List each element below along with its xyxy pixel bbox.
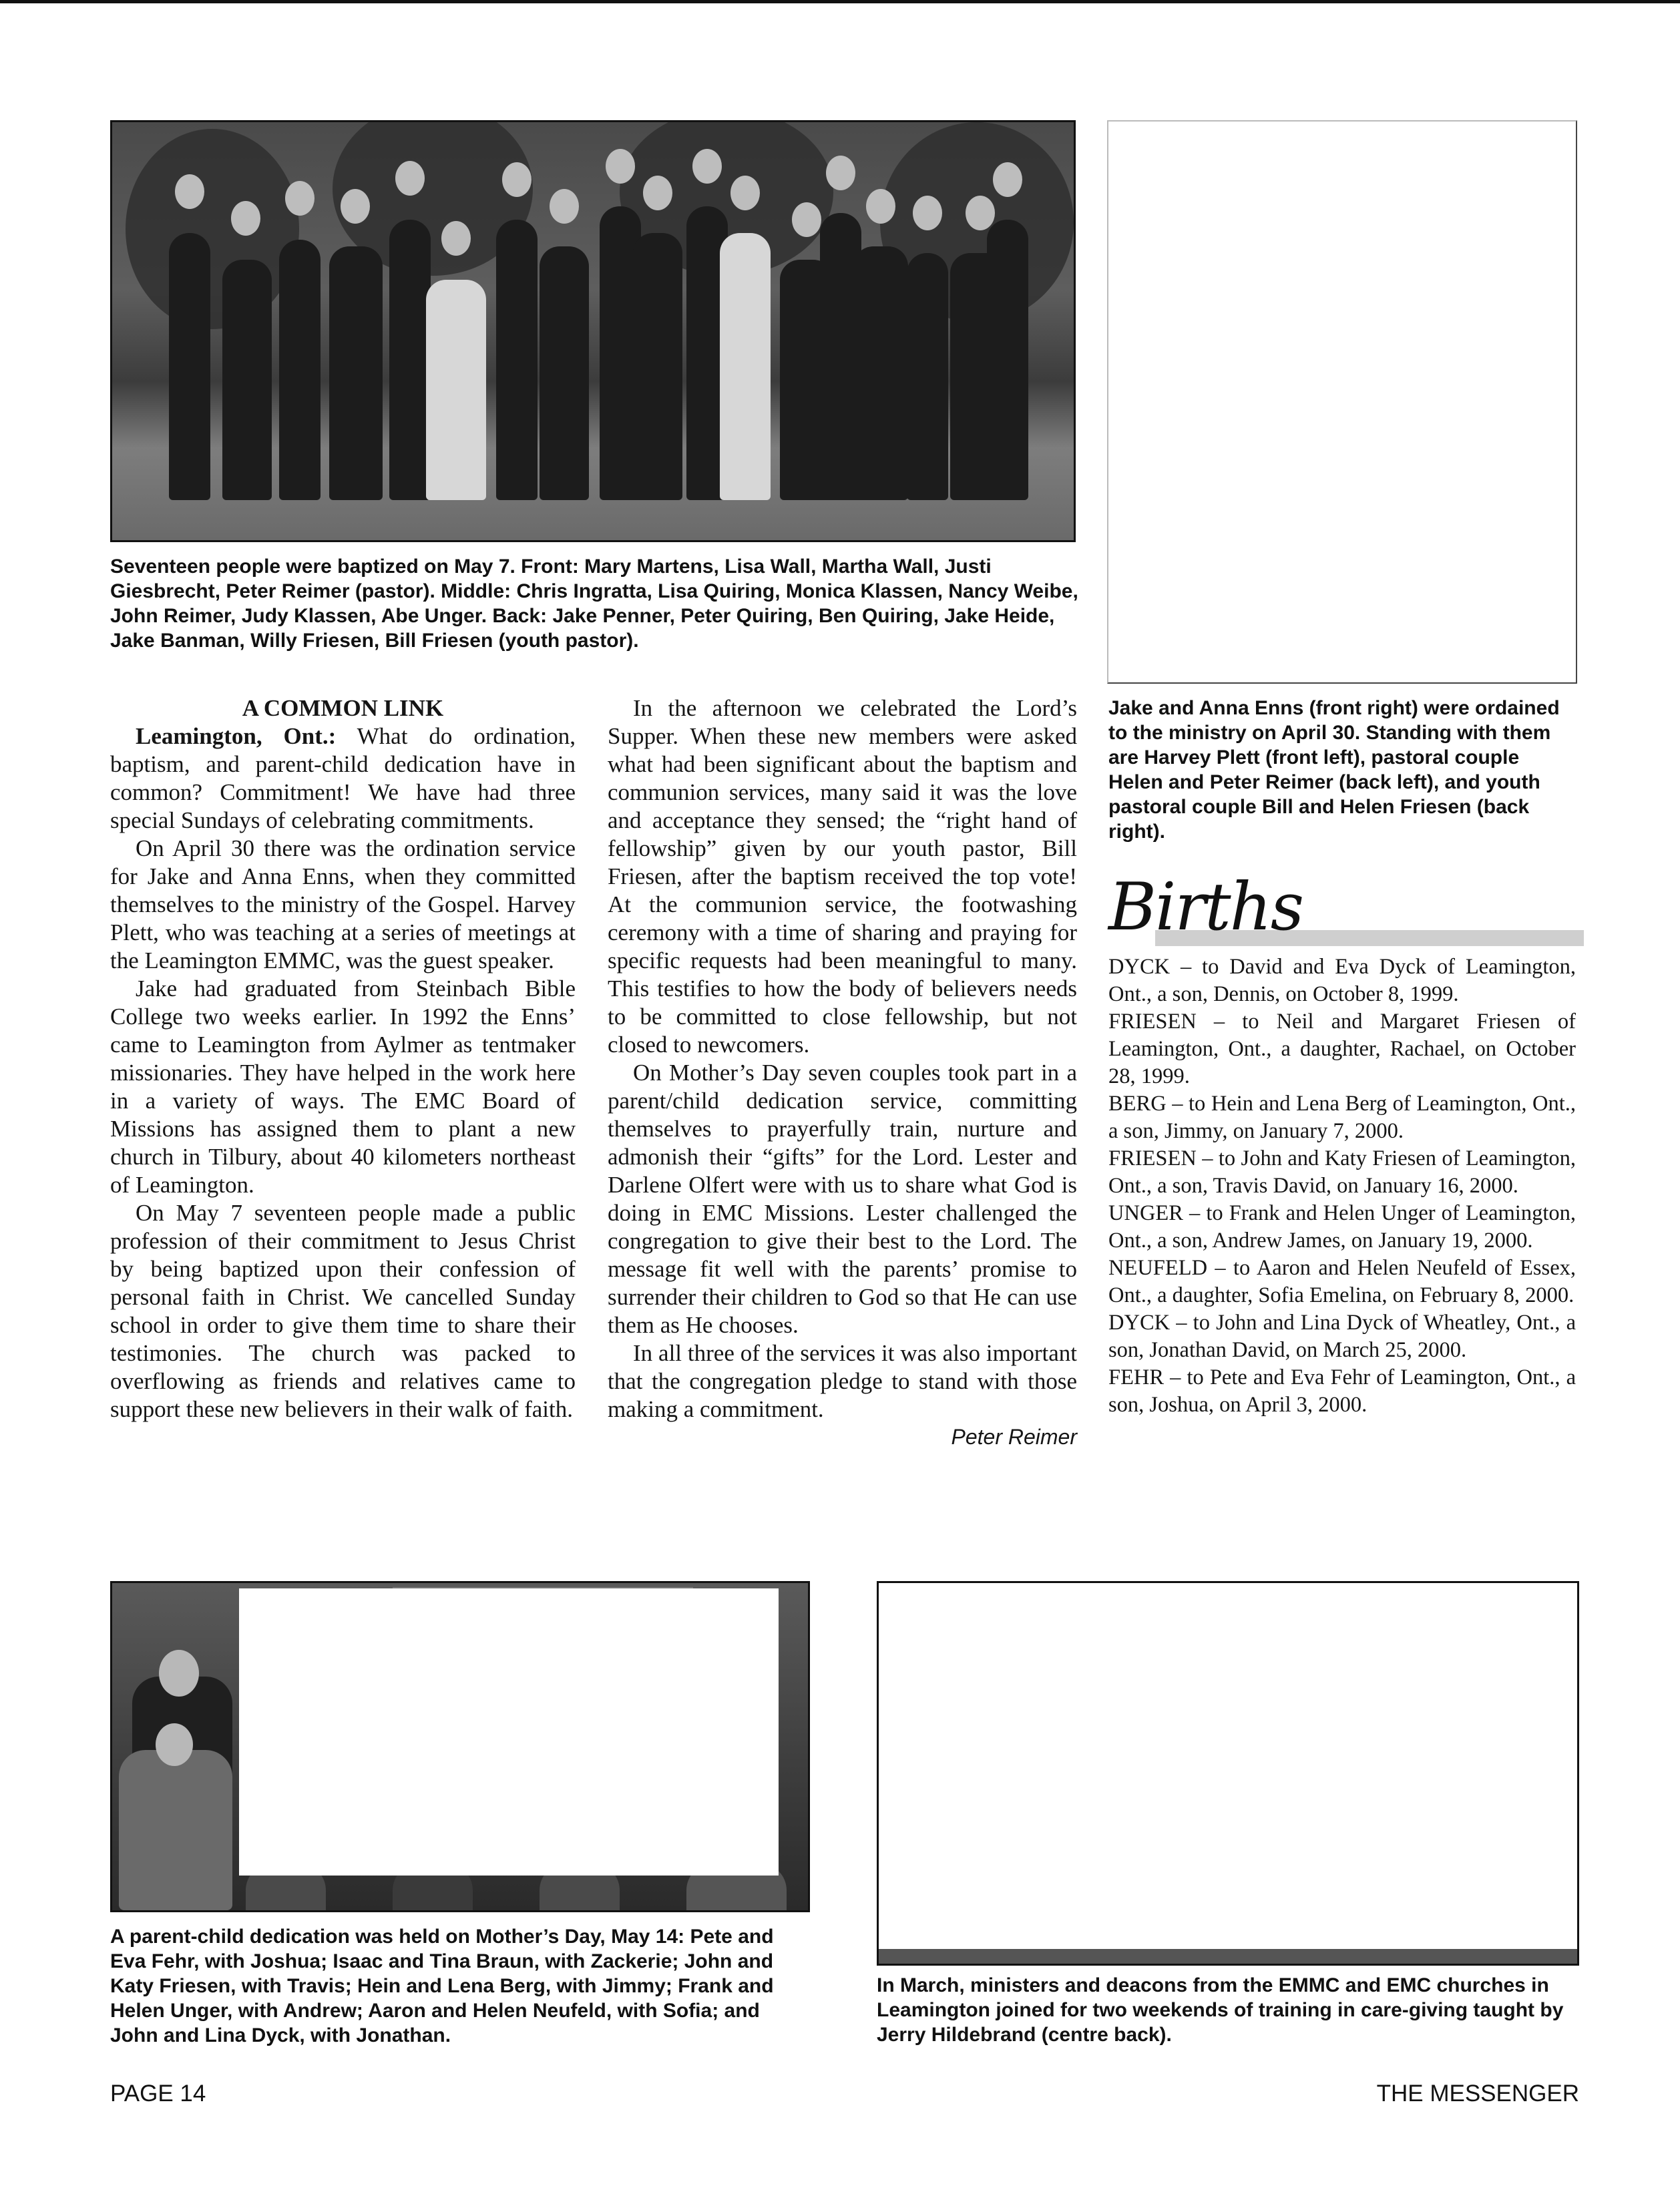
photo-person: [222, 260, 272, 500]
photo-person-head: [156, 1723, 193, 1766]
training-photo-caption: In March, ministers and deacons from the EMMC and EMC churches in Leamington joined for two weekends of training in care-giving taught by Jerry Hildebrand (centre back).: [877, 1974, 1564, 2046]
article-column-1: [110, 694, 576, 1423]
training-photo: [877, 1581, 1579, 1966]
photo-person-head: [692, 149, 722, 184]
photo-person-head: [966, 196, 995, 230]
birth-entry: BERG – to Hein and Lena Berg of Leamington, Ont., a son, Jimmy, on January 7, 2000.: [1108, 1092, 1576, 1143]
photo-person-head: [606, 149, 635, 184]
article-byline: Peter Reimer: [951, 1425, 1077, 1449]
photo-person-head: [550, 189, 579, 224]
photo-person: [389, 220, 431, 500]
article-paragraph: In the afternoon we celebrated the Lord’s Supper. When these new members were asked what had been significant about the baptism and communion services, many said it was the love and acceptance they sensed; the “right hand of fellowship” given by our youth pastor, Bill Friesen, after the baptism received the top vote! At the communion service, the footwashing ceremony with a time of sharing and praying for specific requests had been meaningful to many. This testifies to how the body of believers needs to be committed to close fellowship, but not closed to newcomers.: [608, 695, 1077, 1058]
births-title: Births: [1108, 869, 1303, 945]
article-dateline: Leamington, Ont.:: [136, 723, 337, 749]
photo-person: [496, 220, 538, 500]
ordination-photo-caption: Jake and Anna Enns (front right) were ordained to the ministry on April 30. Standing with them are Harvey Plett (front left), pastoral couple Helen and Peter Reimer (back left), and youth pastoral couple Bill and Helen Friesen (back right).: [1108, 697, 1560, 843]
article-paragraph: Jake had graduated from Steinbach Bible College two weeks earlier. In 1992 the Enns’ came to Leamington from Aylmer as tentmaker missionaries. They have helped in the work here in a variety of ways. The EMC Board of Missions has assigned them to plant a new church in Tilbury, about 40 kilometers northeast of Leamington.: [110, 975, 576, 1198]
article-headline: A COMMON LINK: [242, 695, 444, 721]
baptism-photo-caption: Seventeen people were baptized on May 7. Front: Mary Martens, Lisa Wall, Martha Wall, Justi Giesbrecht, Peter Reimer (pastor). Middle: Chris Ingratta, Lisa Quiring, Monica Klassen, Nancy Weibe, John Reimer, Judy Klassen, Abe Unger. Back: Jake Penner, Peter Quiring, Ben Quiring, Jake Heide, Jake Banman, Willy Friesen, Bill Friesen (youth pastor).: [110, 556, 1078, 652]
article-paragraph: In all three of the services it was also important that the congregation pledge to stand with those making a commitment.: [608, 1340, 1077, 1422]
page-number: PAGE 14: [110, 2080, 206, 2107]
photo-person: [169, 233, 210, 500]
photo-person: [987, 220, 1028, 500]
article-paragraph: On Mother’s Day seven couples took part in a parent/child dedication service, committing themselves to prayerfully train, nurture and admonish their “gifts” for the Lord. Lester and Darlene Olfert were with us to share what God is doing in EMC Missions. Lester challenged the congregation to give their best to the Lord. The message fit well with the parents’ promise to surrender their children to God so that He can use them as He chooses.: [608, 1060, 1077, 1338]
birth-entry: UNGER – to Frank and Helen Unger of Leamington, Ont., a son, Andrew James, on January 19, 2000.: [1108, 1201, 1576, 1253]
photo-person-head: [730, 176, 760, 210]
training-photo-strip: [879, 1949, 1577, 1964]
dedication-photo: [110, 1581, 810, 1912]
dedication-photo-blank-area: [239, 1588, 779, 1876]
birth-entry: FRIESEN – to John and Katy Friesen of Leamington, Ont., a son, Travis David, on January 16, 2000.: [1108, 1146, 1576, 1198]
article-column-2: [608, 694, 1077, 1450]
photo-foliage: [126, 129, 299, 329]
birth-entry: NEUFELD – to Aaron and Helen Neufeld of Essex, Ont., a daughter, Sofia Emelina, on February 8, 2000.: [1108, 1256, 1576, 1307]
photo-person-head: [913, 196, 942, 230]
birth-entry: DYCK – to John and Lina Dyck of Wheatley, Ont., a son, Jonathan David, on March 25, 2000.: [1108, 1311, 1576, 1362]
dedication-photo-caption: A parent-child dedication was held on Mother’s Day, May 14: Pete and Eva Fehr, with Joshua; Isaac and Tina Braun, with Zackerie; John and Katy Friesen, with Travis; Hein and Lena Berg, with Jimmy; Frank and Helen Unger, with Andrew; Aaron and Helen Neufeld, with Sofia; and John and Lina Dyck, with Jonathan.: [110, 1926, 774, 2046]
births-list: [1108, 953, 1576, 1419]
photo-person-head: [792, 202, 821, 237]
photo-person: [279, 240, 321, 500]
photo-person: [720, 233, 771, 500]
birth-entry: FRIESEN – to Neil and Margaret Friesen of Leamington, Ont., a daughter, Rachael, on October 28, 1999.: [1108, 1010, 1576, 1088]
birth-entry: DYCK – to David and Eva Dyck of Leamington, Ont., a son, Dennis, on October 8, 1999.: [1108, 955, 1576, 1006]
photo-person: [540, 246, 589, 500]
top-rule: [0, 0, 1680, 3]
photo-person: [119, 1750, 232, 1910]
photo-person: [426, 280, 486, 500]
photo-person-head: [285, 181, 314, 216]
photo-person-head: [395, 161, 425, 196]
article-paragraph: [110, 722, 576, 835]
photo-person-head: [826, 156, 855, 190]
birth-entry: FEHR – to Pete and Eva Fehr of Leamington, Ont., a son, Joshua, on April 3, 2000.: [1108, 1365, 1576, 1417]
photo-person-head: [993, 162, 1022, 197]
photo-person-head: [231, 201, 260, 236]
article-paragraph-text: What do ordination, baptism, and parent-child dedication have in common? Commitment! We have had three special Sundays of celebrating commitments.: [110, 723, 576, 833]
photo-person: [329, 246, 383, 500]
publication-name: THE MESSENGER: [1376, 2080, 1579, 2107]
photo-person-head: [159, 1650, 199, 1697]
baptism-group-photo: [110, 120, 1076, 542]
photo-person-head: [866, 189, 895, 224]
photo-person-head: [175, 174, 204, 209]
photo-person-head: [441, 221, 471, 256]
photo-person-head: [643, 176, 672, 210]
photo-person: [633, 233, 682, 500]
article-paragraph: On April 30 there was the ordination service for Jake and Anna Enns, when they committed themselves to the ministry of the Gospel. Harvey Plett, who was teaching at a series of meetings at the Leamington EMMC, was the guest speaker.: [110, 835, 576, 973]
ordination-photo: [1107, 120, 1577, 684]
photo-person: [853, 246, 908, 500]
photo-person-head: [502, 162, 532, 197]
births-header: [1108, 871, 1584, 951]
article-paragraph: On May 7 seventeen people made a public profession of their commitment to Jesus Christ by being baptized upon their confession of personal faith in Christ. We cancelled Sunday school in order to give them time to share their testimonies. The church was packed to overflowing as friends and relatives came to support these new believers in their walk of faith.: [110, 1200, 576, 1422]
photo-person-head: [341, 189, 370, 224]
photo-person: [907, 253, 948, 500]
